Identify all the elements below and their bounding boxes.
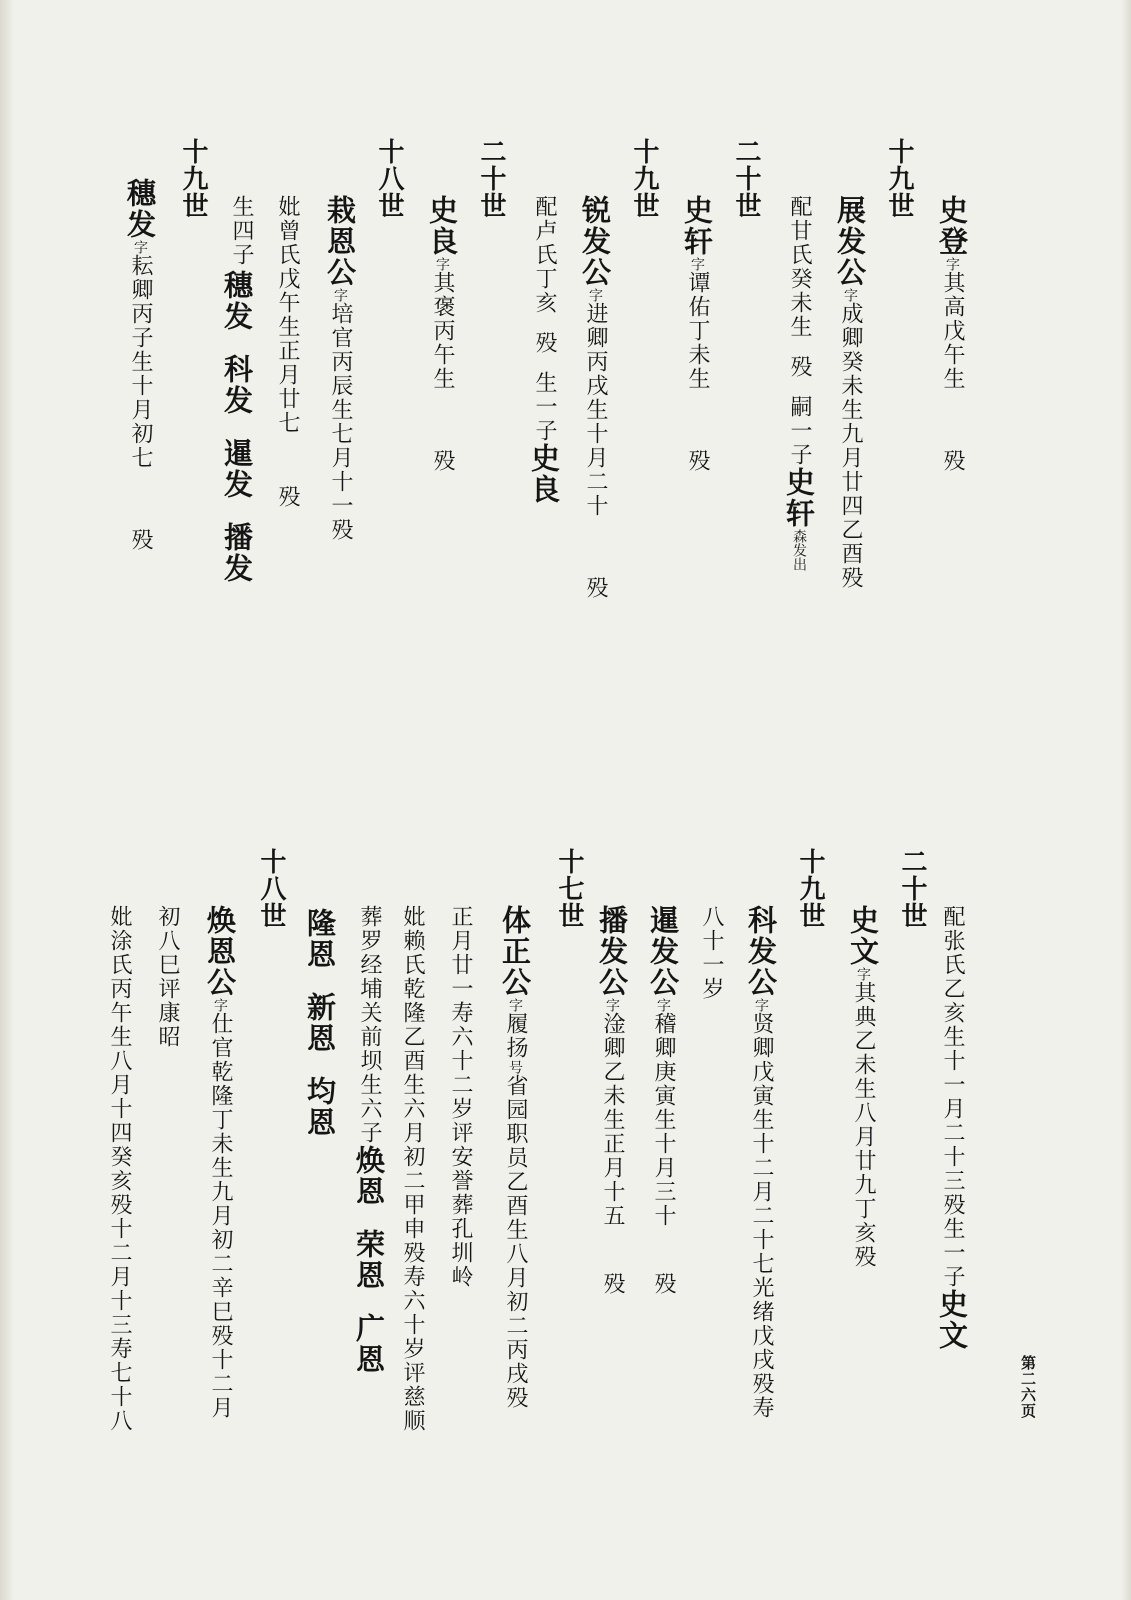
person-name: 史文 bbox=[846, 905, 880, 967]
entry-zaien-sons bbox=[230, 195, 252, 267]
generation-label: 十八世 bbox=[256, 848, 286, 929]
person-name: 展发公 bbox=[833, 195, 867, 288]
entry-text: 贤卿戊寅生十二月二十七光绪戊戌殁寿 bbox=[749, 1012, 774, 1420]
son-name: 史轩 bbox=[782, 467, 816, 529]
sons-text: 葬罗经埔关前坝生六子 bbox=[357, 905, 382, 1145]
zi-marker: 字 bbox=[689, 257, 705, 271]
zi-marker: 字 bbox=[212, 998, 228, 1012]
entry-shideng bbox=[935, 195, 969, 473]
death-mark: 殁 bbox=[275, 485, 300, 509]
generation-label: 十九世 bbox=[795, 848, 825, 929]
death-mark: 殁 bbox=[651, 1272, 676, 1296]
entry-text: 淦卿乙未生正月十五 bbox=[600, 1012, 625, 1228]
son-name: 均恩 bbox=[303, 1076, 337, 1138]
death-mark: 殁 bbox=[430, 449, 455, 473]
entry-ruifa bbox=[578, 195, 612, 600]
entry-text: 其褒丙午生 bbox=[430, 271, 455, 391]
adoption-note: 森发出 bbox=[791, 529, 807, 571]
hao-marker: 号 bbox=[507, 1060, 523, 1074]
entry-text: 配卢氏丁亥 bbox=[532, 195, 557, 315]
person-name: 锐发公 bbox=[578, 195, 612, 288]
entry-ruifa-spouse bbox=[527, 195, 561, 505]
zi-marker: 字 bbox=[753, 998, 769, 1012]
entry-tizheng bbox=[498, 905, 532, 1410]
entry-zaien-spouse bbox=[276, 195, 298, 509]
son-name: 播发 bbox=[220, 522, 254, 584]
entry-shiwen bbox=[846, 905, 880, 1269]
person-name: 科发公 bbox=[744, 905, 778, 998]
generation-label: 十八世 bbox=[374, 138, 404, 219]
person-name: 史登 bbox=[935, 195, 969, 257]
entry-text: 成卿癸未生九月廿四乙酉殁 bbox=[838, 302, 863, 590]
entry-huanen-posthumous bbox=[156, 905, 178, 1049]
entry-tizheng-sons bbox=[352, 905, 386, 1375]
entry-text: 妣赖氏乾隆乙酉生六月初二甲申殁寿六十岁评慈顺 bbox=[400, 905, 425, 1433]
person-name: 史轩 bbox=[680, 195, 714, 257]
sons-text: 生四子 bbox=[229, 195, 254, 267]
zi-marker: 字 bbox=[855, 967, 871, 981]
son-name: 史文 bbox=[935, 1289, 969, 1351]
zi-marker: 字 bbox=[132, 240, 148, 254]
entry-suifa bbox=[123, 178, 157, 552]
death-mark: 殁 bbox=[128, 528, 153, 552]
generation-label: 十七世 bbox=[554, 848, 584, 929]
son-name: 穗发 bbox=[220, 270, 254, 332]
entry-shiliang bbox=[425, 195, 459, 473]
zi-marker: 字 bbox=[507, 998, 523, 1012]
zi-marker: 字 bbox=[604, 998, 620, 1012]
generation-label: 二十世 bbox=[897, 848, 927, 929]
generation-label: 二十世 bbox=[731, 138, 761, 219]
generation-label: 十九世 bbox=[884, 138, 914, 219]
entry-text: 培官丙辰生七月十一殁 bbox=[328, 302, 353, 542]
person-name: 体正公 bbox=[498, 905, 532, 998]
sons-list bbox=[220, 270, 254, 584]
death-mark: 殁 bbox=[583, 576, 608, 600]
death-mark: 殁 bbox=[532, 331, 557, 355]
heir-text: 嗣一子 bbox=[787, 395, 812, 467]
son-name: 隆恩 bbox=[303, 908, 337, 970]
entry-xianfa bbox=[646, 905, 680, 1296]
person-name: 暹发公 bbox=[646, 905, 680, 998]
entry-text: 其典乙未生八月廿九丁亥殁 bbox=[851, 981, 876, 1269]
son-name: 荣恩 bbox=[352, 1229, 386, 1291]
entry-text: 履扬 bbox=[503, 1012, 528, 1060]
zi-marker: 字 bbox=[944, 257, 960, 271]
son-name: 科发 bbox=[220, 354, 254, 416]
page-number: 第二六页 bbox=[1019, 1355, 1037, 1419]
death-mark: 殁 bbox=[685, 449, 710, 473]
generation-label: 十九世 bbox=[178, 138, 208, 219]
entry-tizheng-spouse bbox=[401, 905, 423, 1433]
entry-text: 初八巳评康昭 bbox=[155, 905, 180, 1049]
entry-text: 进卿丙戌生十月二十 bbox=[583, 302, 608, 518]
death-mark: 殁 bbox=[787, 355, 812, 379]
son-name: 暹发 bbox=[220, 438, 254, 500]
entry-text: 耘卿丙子生十月初七 bbox=[128, 254, 153, 470]
entry-text: 谭佑丁未生 bbox=[685, 271, 710, 391]
entry-zaien bbox=[323, 195, 357, 542]
son-name: 新恩 bbox=[303, 992, 337, 1054]
entry-kefa bbox=[744, 905, 778, 1420]
entry-tizheng-burial bbox=[449, 905, 471, 1289]
son-name: 焕恩 bbox=[352, 1145, 386, 1207]
entry-shiliang-spouse bbox=[935, 905, 969, 1351]
death-mark: 殁 bbox=[600, 1272, 625, 1296]
son-name: 史良 bbox=[527, 443, 561, 505]
entry-text: 配张氏乙亥生十一月二十三殁生一子 bbox=[940, 905, 965, 1289]
entry-text: 省园职员乙酉生八月初二丙戌殁 bbox=[503, 1074, 528, 1410]
sons-list bbox=[303, 908, 337, 1138]
entry-bofa bbox=[595, 905, 629, 1296]
person-name: 穗发 bbox=[123, 178, 157, 240]
entry-text: 妣曾氏戊午生正月廿七 bbox=[275, 195, 300, 435]
son-name: 广恩 bbox=[352, 1313, 386, 1375]
person-name: 栽恩公 bbox=[323, 195, 357, 288]
entry-text: 八十一岁 bbox=[699, 905, 724, 1001]
page-edge-left bbox=[0, 0, 14, 1600]
person-name: 焕恩公 bbox=[203, 905, 237, 998]
entry-zhanfa-spouse bbox=[782, 195, 816, 571]
zi-marker: 字 bbox=[434, 257, 450, 271]
person-name: 史良 bbox=[425, 195, 459, 257]
entry-text: 配甘氏癸未生 bbox=[787, 195, 812, 339]
entry-text: 仕官乾隆丁未生九月初二辛巳殁十二月 bbox=[208, 1012, 233, 1420]
death-mark: 殁 bbox=[940, 449, 965, 473]
zi-marker: 字 bbox=[587, 288, 603, 302]
page-edge-right bbox=[1121, 0, 1131, 1600]
entry-zhanfa bbox=[833, 195, 867, 590]
person-name: 播发公 bbox=[595, 905, 629, 998]
entry-text: 其高戊午生 bbox=[940, 271, 965, 391]
entry-text: 正月廿一寿六十二岁评安誉葬孔圳岭 bbox=[448, 905, 473, 1289]
entry-text: 妣涂氏丙午生八月十四癸亥殁十二月十三寿七十八 bbox=[107, 905, 132, 1433]
entry-text: 稽卿庚寅生十月三十 bbox=[651, 1012, 676, 1228]
zi-marker: 字 bbox=[842, 288, 858, 302]
sons-text: 生一子 bbox=[532, 371, 557, 443]
entry-huanen bbox=[203, 905, 237, 1420]
entry-kefa-age bbox=[700, 905, 722, 1001]
zi-marker: 字 bbox=[655, 998, 671, 1012]
generation-label: 二十世 bbox=[476, 138, 506, 219]
generation-label: 十九世 bbox=[629, 138, 659, 219]
zi-marker: 字 bbox=[332, 288, 348, 302]
entry-huanen-spouse bbox=[108, 905, 130, 1433]
entry-shixuan bbox=[680, 195, 714, 473]
